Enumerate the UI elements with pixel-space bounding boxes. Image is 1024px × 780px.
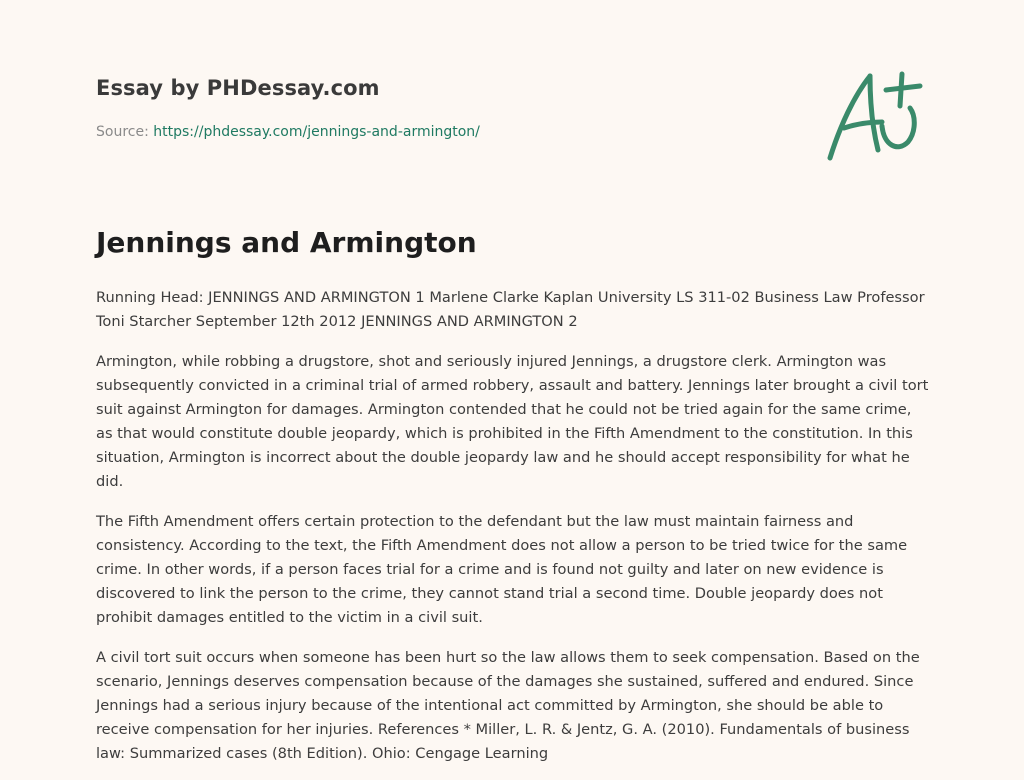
source-label: Source: (96, 124, 154, 140)
essay-paragraph: Running Head: JENNINGS AND ARMINGTON 1 Marlene Clarke Kaplan University LS 311-02 Business Law Professor Toni Starcher September 12th 2012 JENNINGS AND ARMINGTON 2 (96, 289, 925, 330)
essay-paragraph: A civil tort suit occurs when someone has been hurt so the law allows them to seek compensation. Based on the scenario, Jennings deserves compensation because of the damages she sustained, suffered and endured. Since Jennings had a serious injury because of the intentional act committed by Armington, she should be able to receive compensation for her injuries. References * Miller, L. R. & Jentz, G. A. (2010). Fundamentals of business law: Summarized cases (8th Edition). Ohio: Cengage Learning (96, 649, 920, 762)
source-link[interactable]: https://phdessay.com/jennings-and-armington/ (153, 124, 480, 140)
essay-title: Jennings and Armington (96, 226, 477, 259)
source-line (96, 124, 480, 140)
brand-title: Essay by PHDessay.com (96, 76, 380, 100)
essay-paragraph: The Fifth Amendment offers certain protection to the defendant but the law must maintain fairness and consistency. According to the text, the Fifth Amendment does not allow a person to be tried twice for the same crime. In other words, if a person faces trial for a crime and is found not guilty and later on new evidence is discovered to link the person to the crime, they cannot stand trial a second time. Double jeopardy does not prohibit damages entitled to the victim in a civil suit. (96, 513, 908, 626)
essay-body (96, 286, 932, 780)
a-plus-logo-icon (820, 66, 930, 166)
essay-paragraph: Armington, while robbing a drugstore, shot and seriously injured Jennings, a drugstore clerk. Armington was subsequently convicted in a criminal trial of armed robbery, assault and battery. Jennings later brought a civil tort suit against Armington for damages. Armington contended that he could not be tried again for the same crime, as that would constitute double jeopardy, which is prohibited in the Fifth Amendment to the constitution. In this situation, Armington is incorrect about the double jeopardy law and he should accept responsibility for what he did. (96, 353, 929, 490)
